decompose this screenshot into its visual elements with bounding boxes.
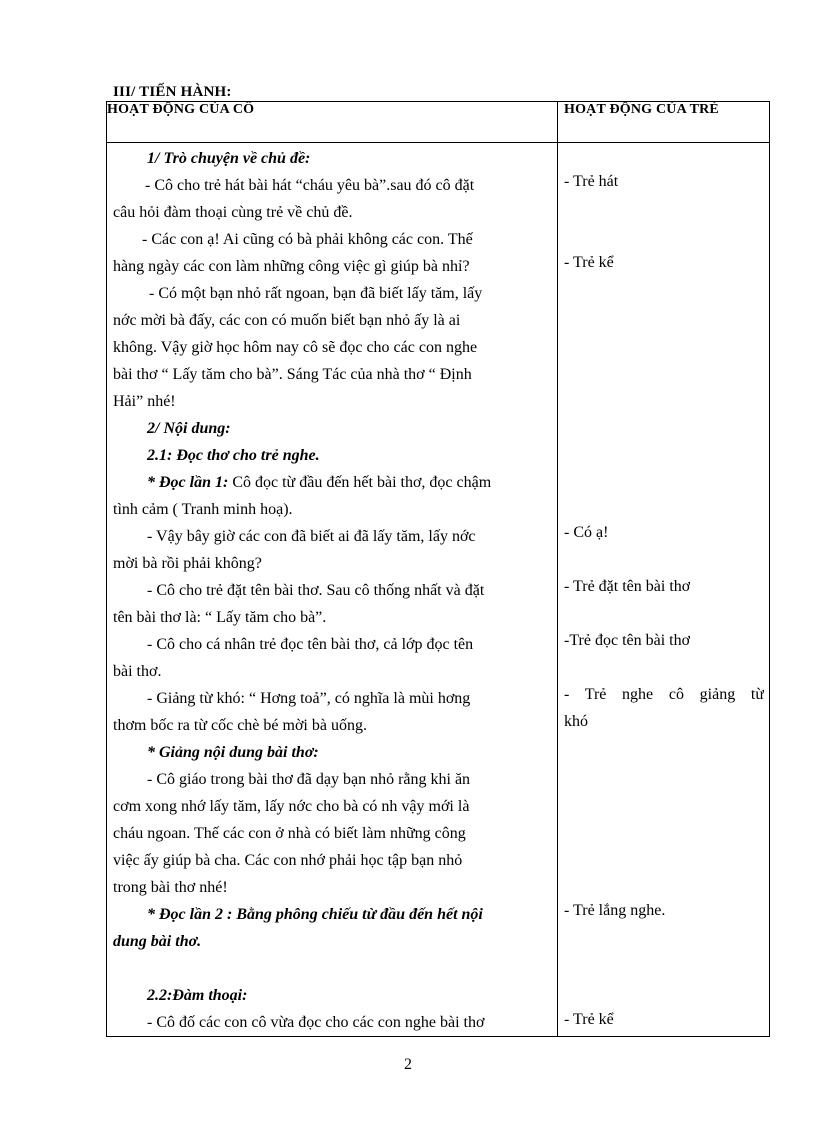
section-title: III/ TIẾN HÀNH: [113, 84, 232, 100]
child-response: - Trẻ kể [564, 254, 614, 271]
text-line: - Giảng từ khó: “ Hơng toả”, có nghĩa là mùi hơng [147, 690, 471, 707]
text-line: - Cô cho trẻ hát bài hát “cháu yêu bà”.sau đó cô đặt [145, 177, 475, 194]
child-response: -Trẻ đọc tên bài thơ [564, 632, 691, 649]
child-response: - Có ạ! [564, 524, 609, 541]
first-reading-text: Cô đọc từ đầu đến hết bài thơ, đọc chậm [228, 474, 492, 491]
text-line: trong bài thơ nhé! [113, 879, 228, 896]
text-line: - Vậy bây giờ các con đã biết ai đã lấy tăm, lấy nớc [147, 528, 476, 545]
child-response: - Trẻ lắng nghe. [564, 902, 666, 919]
text-line: tình cảm ( Tranh minh hoạ). [113, 501, 293, 518]
text-line: bài thơ. [113, 663, 162, 680]
heading-content: 2/ Nội dung: [147, 420, 231, 437]
page-number: 2 [404, 1056, 412, 1073]
table-body-row [107, 143, 770, 1037]
text-line-first-reading [107, 469, 557, 496]
child-response: - Trẻ kể [564, 1011, 614, 1028]
child-response: - Trẻ nghe cô giảng từ [564, 686, 764, 703]
heading-topic-talk: 1/ Trò chuyện về chủ đề: [147, 150, 311, 167]
text-line: - Cô giáo trong bài thơ đã dạy bạn nhỏ rằng khi ăn [147, 771, 471, 788]
text-line: - Cô đố các con cô vừa đọc cho các con nghe bài thơ [147, 1014, 485, 1031]
teacher-activity-header: HOẠT ĐỘNG CỦA CÔ [107, 102, 558, 143]
text-line: - Cô cho trẻ đặt tên bài thơ. Sau cô thống nhất và đặt [147, 582, 485, 599]
text-line: cơm xong nhớ lấy tăm, lấy nớc cho bà có nh vậy mới là [113, 798, 470, 815]
child-response: - Trẻ đặt tên bài thơ [564, 578, 691, 595]
second-reading-line-cont: dung bài thơ. [113, 933, 202, 950]
text-line: - Có một bạn nhỏ rất ngoan, bạn đã biết lấy tăm, lấy [149, 285, 483, 302]
text-line: - Cô cho cá nhân trẻ đọc tên bài thơ, cả lớp đọc tên [147, 636, 474, 653]
teacher-activity-cell [107, 143, 558, 1037]
text-line: không. Vậy giờ học hôm nay cô sẽ đọc cho các con nghe [113, 339, 478, 356]
text-line: cháu ngoan. Thế các con ở nhà có biết làm những công [113, 825, 466, 842]
child-response-cont: khó [564, 713, 588, 730]
child-response: - Trẻ hát [564, 173, 619, 190]
first-reading-label: * Đọc lần 1: [147, 474, 229, 491]
text-line: Hải” nhé! [113, 393, 176, 410]
text-line: tên bài thơ là: “ Lấy tăm cho bà”. [113, 609, 327, 626]
text-line: - Các con ạ! Ai cũng có bà phải không các con. Thế [142, 231, 473, 248]
heading-conversation: 2.2:Đàm thoại: [147, 987, 248, 1004]
second-reading-line: * Đọc lần 2 : Bằng phông chiếu từ đầu đến hết nội [147, 906, 483, 923]
heading-poem-content: * Giảng nội dung bài thơ: [147, 744, 319, 761]
text-line: câu hỏi đàm thoại cùng trẻ về chủ đề. [113, 204, 353, 221]
heading-read-poem: 2.1: Đọc thơ cho trẻ nghe. [147, 447, 320, 464]
text-line: bài thơ “ Lấy tăm cho bà”. Sáng Tác của nhà thơ “ Định [113, 366, 472, 383]
text-line: hàng ngày các con làm những công việc gì giúp bà nhỉ? [113, 258, 470, 275]
activity-table [106, 101, 770, 1037]
text-line: nớc mời bà đấy, các con có muốn biết bạn nhỏ ấy là ai [113, 312, 461, 329]
children-activity-cell [558, 143, 770, 1037]
children-activity-header: HOẠT ĐỘNG CỦA TRẺ [558, 102, 770, 143]
text-line: thơm bốc ra từ cốc chè bé mời bà uống. [113, 717, 367, 734]
text-line: việc ấy giúp bà cha. Các con nhớ phải học tập bạn nhỏ [113, 852, 463, 869]
text-line: mời bà rồi phải không? [113, 555, 262, 572]
table-header-row [107, 102, 770, 143]
